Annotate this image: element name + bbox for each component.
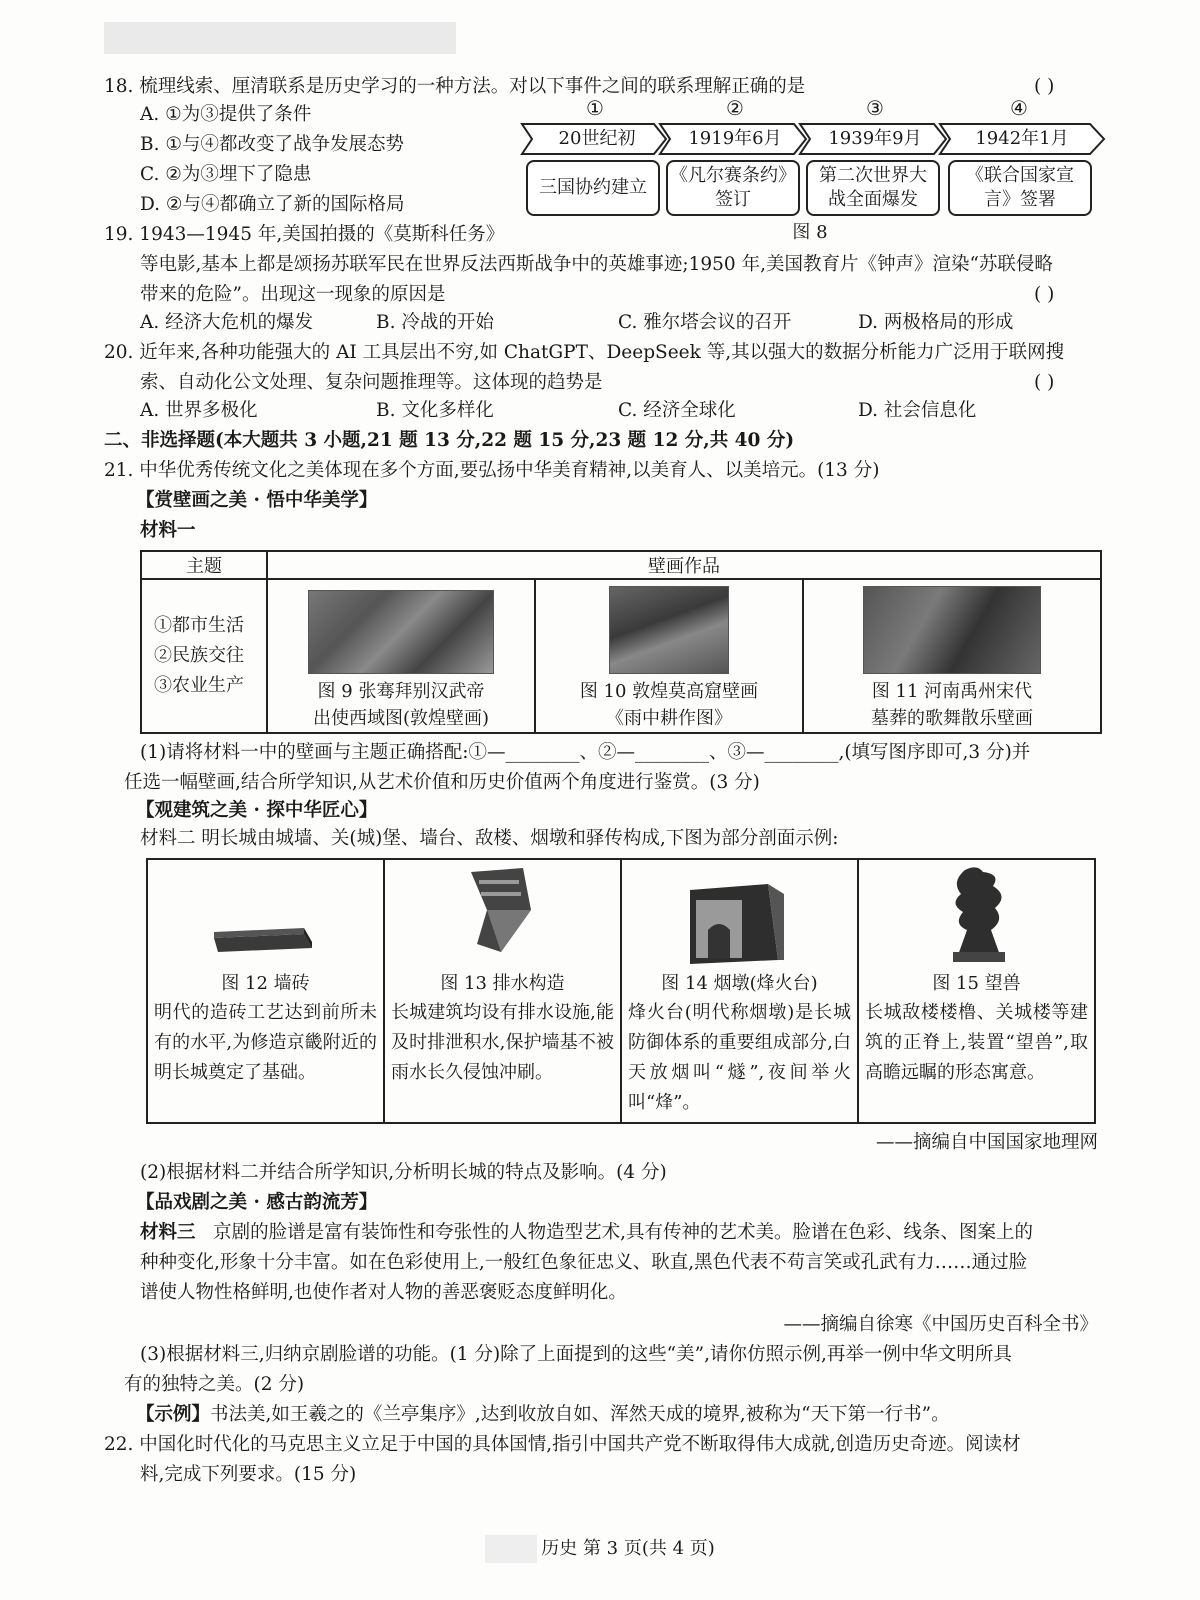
q19-line1: 19. 1943—1945 年,美国拍摄的《莫斯科任务》 [104, 224, 505, 245]
fig12-description: 明代的造砖工艺达到前所未有的水平,为修造京畿附近的明长城奠定了基础。 [154, 1002, 377, 1083]
mural-fig9-caption-l1: 图 9 张骞拜别汉武帝 [317, 681, 485, 702]
material-3-line2: 种种变化,形象十分丰富。如在色彩使用上,一般红色象征忠义、耿直,黑色代表不苟言笑或孔武有力……通过脸 [140, 1252, 1028, 1273]
timeline-num-2: ② [726, 96, 744, 120]
q22-line2: 料,完成下列要求。(15 分) [140, 1464, 357, 1485]
mural-fig9-caption-l2: 出使西域图(敦煌壁画) [312, 708, 490, 729]
q18-option-b: B. ①与④都改变了战争发展态势 [140, 134, 404, 155]
fig14-description: 烽火台(明代称烟墩)是长城防御体系的重要组成部分,白天放烟叫“燧”,夜间举火叫“烽”。 [628, 1002, 851, 1113]
q19-line2: 等电影,基本上都是颂扬苏联军民在世界反法西斯战争中的英雄事迹;1950 年,美国教育片《钟声》渲染“苏联侵略 [140, 254, 1053, 275]
great-wall-fig12 [147, 859, 384, 1123]
q20-option-a: A. 世界多极化 [140, 400, 258, 421]
material-3-line1 [140, 1220, 1033, 1246]
timeline-date-3: 1939年9月 [828, 128, 922, 149]
q19-answer-paren: ( ) [1034, 284, 1055, 305]
theme-2: ②民族交往 [154, 645, 244, 666]
material-3-line3: 谱使人物性格鲜明,也使作者对人物的善恶褒贬态度鲜明化。 [140, 1282, 627, 1303]
q19-option-d: D. 两极格局的形成 [858, 312, 1014, 333]
q21-part3-line1: (3)根据材料三,归纳京剧脸谱的功能。(1 分)除了上面提到的这些“美”,请你仿照示例,再举一例中华文明所具 [140, 1344, 1012, 1365]
fig12-caption: 图 12 墙砖 [221, 973, 310, 994]
mural-fig11 [803, 579, 1101, 733]
mural-fig11-caption-l1: 图 11 河南禹州宋代 [871, 681, 1033, 702]
q21-part3-line2: 有的独特之美。(2 分) [124, 1374, 305, 1395]
fig15-caption: 图 15 望兽 [932, 973, 1021, 994]
timeline-event-4-l1: 《联合国家宣 [966, 165, 1074, 186]
material-2-source: ——摘编自中国国家地理网 [875, 1132, 1098, 1153]
timeline-event-3-l1: 第二次世界大 [819, 165, 927, 186]
q20-answer-paren: ( ) [1034, 372, 1055, 393]
q19-line3: 带来的危险”。出现这一现象的原因是 [140, 284, 446, 305]
great-wall-fig13 [384, 859, 621, 1123]
material-3-text-1: 京剧的脸谱是富有装饰性和夸张性的人物造型艺术,具有传神的艺术美。脸谱在色彩、线条、图案上的 [213, 1222, 1034, 1243]
example-text: 书法美,如王羲之的《兰亭集序》,达到收放自如、浑然天成的境界,被称为“天下第一行书”。 [210, 1404, 950, 1425]
beacon-tower-image [628, 860, 851, 970]
timeline-event-2 [666, 160, 800, 216]
drainage-icon [391, 860, 601, 970]
q21-heading-murals: 【赏壁画之美 · 悟中华美学】 [136, 490, 378, 511]
q21-heading-architecture: 【观建筑之美 · 探中华匠心】 [136, 800, 378, 821]
mural-fig10-image [609, 586, 729, 674]
q18-answer-paren: ( ) [1034, 76, 1055, 97]
q19-option-b: B. 冷战的开始 [376, 312, 494, 333]
footer-text: 历史 第 3 页(共 4 页) [541, 1538, 715, 1559]
fig13-caption: 图 13 排水构造 [440, 973, 565, 994]
q22-line1: 22. 中国化时代化的马克思主义立足于中国的具体国情,指引中国共产党不断取得伟大成就,创造历史奇迹。阅读材 [104, 1434, 1021, 1455]
page-footer [0, 1534, 1200, 1563]
timeline-event-3-l2: 战全面爆发 [828, 189, 918, 210]
q20-line1: 20. 近年来,各种功能强大的 AI 工具层出不穷,如 ChatGPT、DeepSeek 等,其以强大的数据分析能力广泛用于联网搜 [104, 342, 1065, 363]
material-3-source: ——摘编自徐寒《中国历史百科全书》 [783, 1314, 1098, 1335]
timeline-date-1: 20世纪初 [558, 128, 636, 149]
drainage-image [391, 860, 614, 970]
q18-option-c: C. ②为③埋下了隐患 [140, 164, 312, 185]
mural-fig10-caption-l1: 图 10 敦煌莫高窟壁画 [579, 681, 759, 702]
figure-8-caption: 图 8 [792, 222, 828, 243]
redacted-header [104, 22, 456, 54]
brick-image [154, 860, 377, 970]
mural-fig10 [535, 579, 803, 733]
timeline-date-2: 1919年6月 [688, 128, 782, 149]
material-2-text: 材料二 明长城由城墙、关(城)堡、墙台、敌楼、烟墩和驿传构成,下图为部分剖面示例: [140, 828, 839, 849]
fig13-description: 长城建筑均设有排水设施,能及时排泄积水,保护墙基不被雨水长久侵蚀冲刷。 [391, 1002, 614, 1083]
mural-table [140, 550, 1102, 734]
q21-heading-opera: 【品戏剧之美 · 感古韵流芳】 [136, 1192, 378, 1213]
mural-table-header-theme: 主题 [141, 551, 267, 579]
timeline-event-4 [948, 160, 1092, 216]
timeline-num-3: ③ [866, 96, 884, 120]
mural-fig9-image [308, 590, 494, 674]
timeline-num-1: ① [586, 96, 604, 120]
footer-redacted [485, 1535, 537, 1563]
great-wall-fig14 [621, 859, 858, 1123]
mural-fig9 [267, 579, 535, 733]
fig14-caption: 图 14 烟墩(烽火台) [661, 973, 818, 994]
q21-part1-line2: 任选一幅壁画,结合所学知识,从艺术价值和历史价值两个角度进行鉴赏。(3 分) [124, 772, 760, 793]
fig15-description: 长城敌楼楼橹、关城楼等建筑的正脊上,装置“望兽”,取高瞻远瞩的形态寓意。 [865, 1002, 1088, 1083]
theme-1: ①都市生活 [154, 615, 244, 636]
beacon-tower-icon [628, 860, 848, 970]
timeline-figure [518, 96, 1108, 246]
example-line [136, 1402, 950, 1428]
mural-fig11-caption-l2: 墓葬的歌舞散乐壁画 [871, 708, 1033, 729]
q19-option-a: A. 经济大危机的爆发 [140, 312, 314, 333]
q18-option-d: D. ②与④都确立了新的国际格局 [140, 194, 405, 215]
timeline-date-4: 1942年1月 [975, 128, 1069, 149]
mural-fig10-caption-l2: 《雨中耕作图》 [606, 708, 732, 729]
section-2-heading: 二、非选择题(本大题共 3 小题,21 题 13 分,22 题 15 分,23 题 12 分,共 40 分) [104, 430, 795, 451]
q21-stem: 21. 中华优秀传统文化之美体现在多个方面,要弘扬中华美育精神,以美育人、以美培元。(13 分) [104, 460, 880, 481]
timeline-event-3 [806, 160, 940, 216]
material-3-label: 材料三 [140, 1222, 196, 1243]
mural-table-header-works: 壁画作品 [267, 551, 1101, 579]
mural-fig11-image [863, 586, 1041, 674]
timeline-num-4: ④ [1010, 96, 1028, 120]
watching-beast-icon [865, 860, 1085, 970]
theme-list [141, 579, 267, 733]
material-1-label: 材料一 [140, 520, 196, 541]
q18-stem: 18. 梳理线索、厘清联系是历史学习的一种方法。对以下事件之间的联系理解正确的是 [104, 76, 806, 97]
q18-option-a: A. ①为③提供了条件 [140, 104, 312, 125]
timeline-event-1 [526, 160, 660, 216]
great-wall-fig15 [858, 859, 1095, 1123]
q20-option-b: B. 文化多样化 [376, 400, 494, 421]
example-tag: 【示例】 [136, 1404, 211, 1425]
timeline-event-4-l2: 言》签署 [984, 189, 1056, 210]
great-wall-table [146, 858, 1096, 1124]
timeline-event-2-l2: 签订 [715, 189, 751, 210]
timeline-event-2-l1: 《凡尔赛条约》 [670, 165, 796, 186]
q21-part2: (2)根据材料二并结合所学知识,分析明长城的特点及影响。(4 分) [140, 1162, 667, 1183]
timeline-event-1-l1: 三国协约建立 [539, 177, 647, 198]
watching-beast-image [865, 860, 1088, 970]
brick-icon [154, 860, 364, 970]
q20-option-c: C. 经济全球化 [618, 400, 736, 421]
q19-option-c: C. 雅尔塔会议的召开 [618, 312, 792, 333]
q21-part1-line1: (1)请将材料一中的壁画与主题正确搭配:①—________、②—________、③—________,(填写图序即可,3 分)并 [140, 742, 1031, 763]
theme-3: ③农业生产 [154, 675, 244, 696]
q20-option-d: D. 社会信息化 [858, 400, 977, 421]
q20-line2: 索、自动化公文处理、复杂问题推理等。这体现的趋势是 [140, 372, 603, 393]
